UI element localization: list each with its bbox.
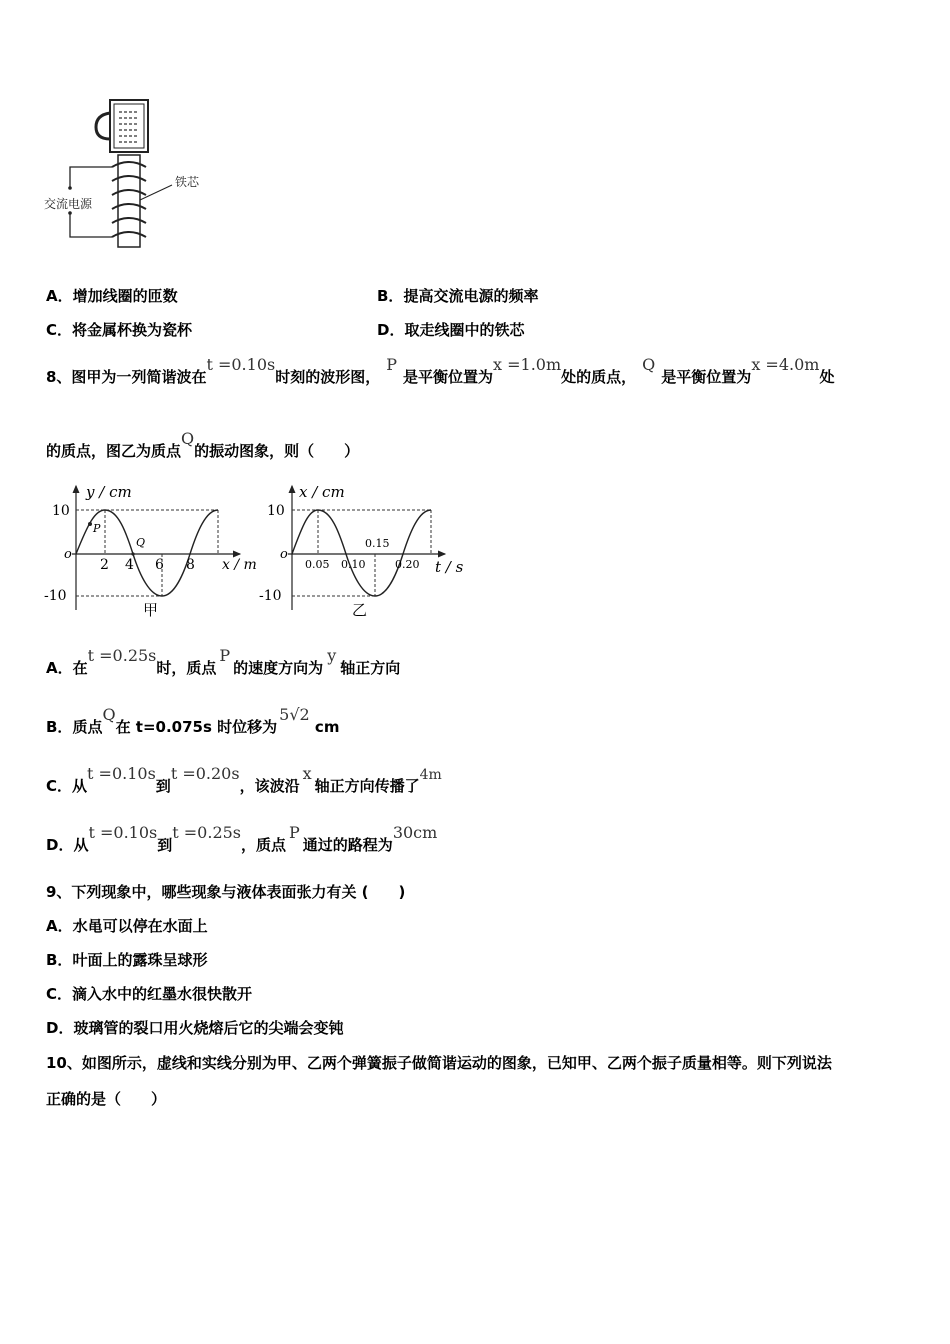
- q8-option-c: [46, 764, 442, 797]
- option-text: 水黾可以停在水面上: [72, 917, 208, 935]
- y-tick-minus10: -10: [44, 588, 67, 604]
- option-math: t =0.25s: [172, 823, 242, 842]
- option-label: D．: [377, 321, 405, 339]
- q8-position-q: x =4.0m: [751, 355, 820, 374]
- option-text: 增加线圈的匝数: [72, 287, 178, 305]
- q8-stem-text: 是平衡位置为: [403, 368, 494, 386]
- q8-option-b: [46, 705, 340, 737]
- q10-stem-line2: 正确的是（ ）: [46, 1090, 167, 1108]
- option-label: A．: [46, 659, 73, 677]
- vibration-graph-yi: [255, 480, 470, 620]
- option-text: 提高交流电源的频率: [403, 287, 539, 305]
- option-text: 滴入水中的红墨水很快散开: [72, 985, 253, 1003]
- option-label: D．: [46, 836, 74, 854]
- option-text: 轴正方向传播了: [314, 777, 420, 795]
- x-tick-015: 0.15: [365, 537, 390, 550]
- q7-option-a: [46, 286, 178, 306]
- option-math: t =0.20s: [170, 764, 240, 783]
- option-text: 从: [72, 777, 88, 795]
- y-axis-label: x / cm: [299, 483, 345, 501]
- graph-caption: 乙: [352, 601, 368, 619]
- y-axis-label: y / cm: [86, 483, 132, 501]
- point-q-marker: [131, 552, 134, 555]
- point-p-label: P: [93, 522, 101, 535]
- q8-time-t0: t =0.10s: [206, 355, 276, 374]
- graph-caption: 甲: [143, 601, 159, 619]
- option-text: 从: [73, 836, 89, 854]
- option-label: A．: [46, 287, 73, 305]
- option-math: 30cm: [392, 823, 438, 842]
- q8-option-d: [46, 823, 438, 855]
- option-math: x: [302, 764, 312, 783]
- option-text: 到: [157, 836, 173, 854]
- origin-label: o: [64, 547, 72, 562]
- option-label: C．: [46, 985, 73, 1003]
- option-label: D．: [46, 1019, 74, 1037]
- q8-stem-text: 的振动图象，则（ ）: [194, 442, 360, 460]
- q9-option-b: [46, 950, 207, 970]
- x-tick-2: 2: [100, 557, 109, 573]
- option-text: ，该波沿: [239, 777, 300, 795]
- option-math: P: [219, 646, 231, 665]
- q9-option-c: [46, 984, 252, 1004]
- core-label: 铁芯: [175, 175, 200, 189]
- q9-option-a: [46, 916, 208, 936]
- point-p-marker: [88, 522, 92, 526]
- q8-stem-line2: [46, 429, 360, 461]
- origin-label: o: [280, 547, 288, 562]
- x-tick-020: 0.20: [395, 558, 420, 571]
- option-label: B．: [377, 287, 404, 305]
- option-text: 的速度方向为: [233, 659, 324, 677]
- option-text: 在 t=0.075s 时位移为: [115, 718, 278, 736]
- q8-stem-line1: [46, 355, 835, 387]
- x-tick-4: 4: [125, 557, 134, 573]
- option-text: 到: [155, 777, 171, 795]
- option-math: Q: [102, 705, 116, 724]
- q8-point-q: Q: [181, 429, 195, 448]
- power-label: 交流电源: [44, 197, 93, 211]
- y-tick-minus10: -10: [259, 588, 282, 604]
- q9-stem: 9、下列现象中，哪些现象与液体表面张力有关 ( ): [46, 883, 406, 901]
- option-text: 在: [72, 659, 88, 677]
- option-math: t =0.10s: [87, 764, 156, 783]
- option-text: ，质点: [241, 836, 287, 854]
- q8-stem-text: 处的质点，: [561, 368, 637, 386]
- q8-stem-text: 时刻的波形图，: [275, 368, 381, 386]
- q10-stem-line1: 10、如图所示，虚线和实线分别为甲、乙两个弹簧振子做简谐运动的图象，已知甲、乙两个振子质量相等。则下列说法: [46, 1054, 832, 1072]
- point-q-label: Q: [136, 536, 146, 549]
- y-tick-10: 10: [267, 503, 285, 519]
- q7-option-b: [377, 286, 538, 306]
- option-text: 轴正方向: [340, 659, 401, 677]
- q8-point-p: P: [386, 355, 397, 374]
- option-label: C．: [46, 321, 73, 339]
- wave-graph-jia: [40, 480, 260, 620]
- vibration-curve: [292, 510, 431, 596]
- q8-stem-text: 是平衡位置为: [661, 368, 752, 386]
- option-math: t =0.10s: [88, 823, 158, 842]
- option-math: t =0.25s: [87, 646, 157, 665]
- option-label: C．: [46, 777, 73, 795]
- q8-option-a: [46, 646, 401, 678]
- x-tick-6: 6: [155, 557, 164, 573]
- option-label: A．: [46, 917, 73, 935]
- q8-stem-text: 8、图甲为一列简谐波在: [46, 368, 207, 386]
- option-text: 将金属杯换为瓷杯: [72, 321, 193, 339]
- q8-point-q: Q: [642, 355, 656, 374]
- option-math: 4m: [419, 767, 442, 783]
- option-text: cm: [309, 718, 340, 736]
- x-tick-005: 0.05: [305, 558, 330, 571]
- option-text: 取走线圈中的铁芯: [404, 321, 525, 339]
- q9-option-d: [46, 1018, 343, 1038]
- option-text: 质点: [72, 718, 103, 736]
- x-axis-label: t / s: [435, 558, 464, 576]
- option-text: 通过的路程为: [302, 836, 393, 854]
- option-text: 时，质点: [156, 659, 217, 677]
- option-text: 叶面上的露珠呈球形: [72, 951, 208, 969]
- option-text: 玻璃管的裂口用火烧熔后它的尖端会变钝: [73, 1019, 344, 1037]
- q7-option-d: [377, 320, 524, 340]
- option-math: y: [327, 646, 337, 665]
- option-label: B．: [46, 718, 73, 736]
- q7-option-c: [46, 320, 192, 340]
- q8-stem-text: 的质点，图乙为质点: [46, 442, 182, 460]
- option-math: 5√2: [279, 705, 310, 724]
- option-math: P: [289, 823, 300, 842]
- x-axis-label: x / m: [222, 557, 257, 573]
- y-tick-10: 10: [52, 503, 70, 519]
- option-label: B．: [46, 951, 73, 969]
- q8-position-p: x =1.0m: [493, 355, 562, 374]
- q8-stem-text: 处: [819, 368, 835, 386]
- x-tick-010: 0.10: [341, 558, 366, 571]
- x-tick-8: 8: [186, 557, 195, 573]
